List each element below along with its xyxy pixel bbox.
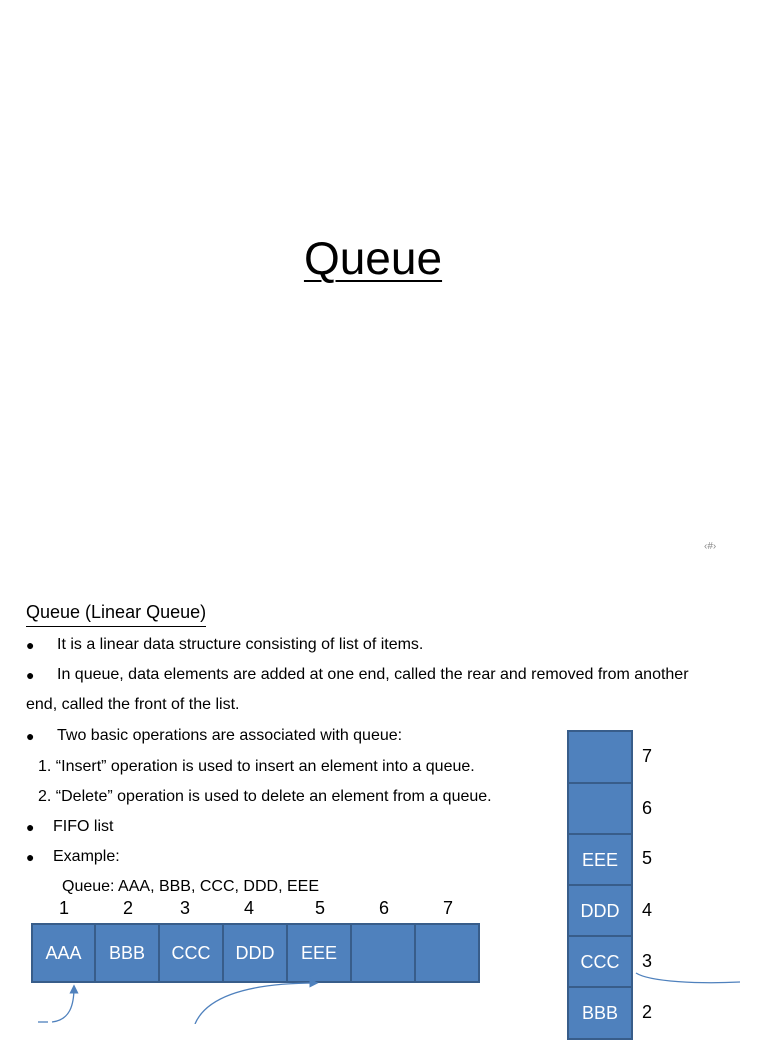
vertical-index-3: 3 — [641, 951, 652, 971]
vertical-queue-cell: EEE — [567, 833, 633, 887]
bullet-marker: ● — [26, 637, 35, 653]
rear-pointer-arrow — [195, 983, 316, 1024]
horizontal-queue-cell: BBB — [94, 923, 160, 983]
bullet-linear-structure: It is a linear data structure consisting of list of items. — [57, 636, 424, 653]
bullet-marker: ● — [26, 728, 35, 744]
horizontal-index-7: 7 — [442, 898, 453, 918]
horizontal-index-5: 5 — [314, 898, 325, 918]
horizontal-index-6: 6 — [378, 898, 389, 918]
vertical-index-6: 6 — [641, 798, 652, 818]
horizontal-queue-cell: AAA — [31, 923, 96, 983]
bullet-example: Example: — [53, 848, 120, 865]
bullet-two-operations: Two basic operations are associated with queue: — [57, 727, 403, 744]
slide-number-placeholder: ‹#› — [704, 541, 717, 552]
bullet-queue-ends-line2: end, called the front of the list. — [26, 696, 240, 713]
operation-delete: 2. “Delete” operation is used to delete an element from a queue. — [38, 788, 492, 805]
bullet-marker: ● — [26, 849, 35, 865]
operation-insert: 1. “Insert” operation is used to insert an element into a queue. — [38, 758, 475, 775]
vertical-queue-cell: DDD — [567, 884, 633, 938]
horizontal-index-1: 1 — [58, 898, 69, 918]
example-queue-line: Queue: AAA, BBB, CCC, DDD, EEE — [62, 878, 319, 895]
horizontal-queue-cell: CCC — [158, 923, 224, 983]
horizontal-index-2: 2 — [122, 898, 133, 918]
slide-title-text: Queue — [303, 232, 443, 284]
section-heading: Queue (Linear Queue) — [26, 600, 206, 627]
vertical-index-5: 5 — [641, 848, 652, 868]
vertical-queue-cell: CCC — [567, 935, 633, 989]
bullet-fifo: FIFO list — [53, 818, 114, 835]
vertical-index-4: 4 — [641, 900, 652, 920]
vertical-index-2: 2 — [641, 1002, 652, 1022]
horizontal-index-4: 4 — [243, 898, 254, 918]
vertical-pointer-line — [636, 973, 740, 983]
vertical-queue-cell: BBB — [567, 986, 633, 1040]
horizontal-index-3: 3 — [179, 898, 190, 918]
bullet-marker: ● — [26, 819, 35, 835]
vertical-index-7: 7 — [641, 746, 652, 766]
horizontal-queue-cell: DDD — [222, 923, 288, 983]
bullet-queue-ends-line1: In queue, data elements are added at one end, called the rear and removed from another — [57, 666, 689, 683]
front-pointer-arrow — [52, 987, 74, 1022]
bullet-marker: ● — [26, 667, 35, 683]
horizontal-queue-cell: EEE — [286, 923, 352, 983]
